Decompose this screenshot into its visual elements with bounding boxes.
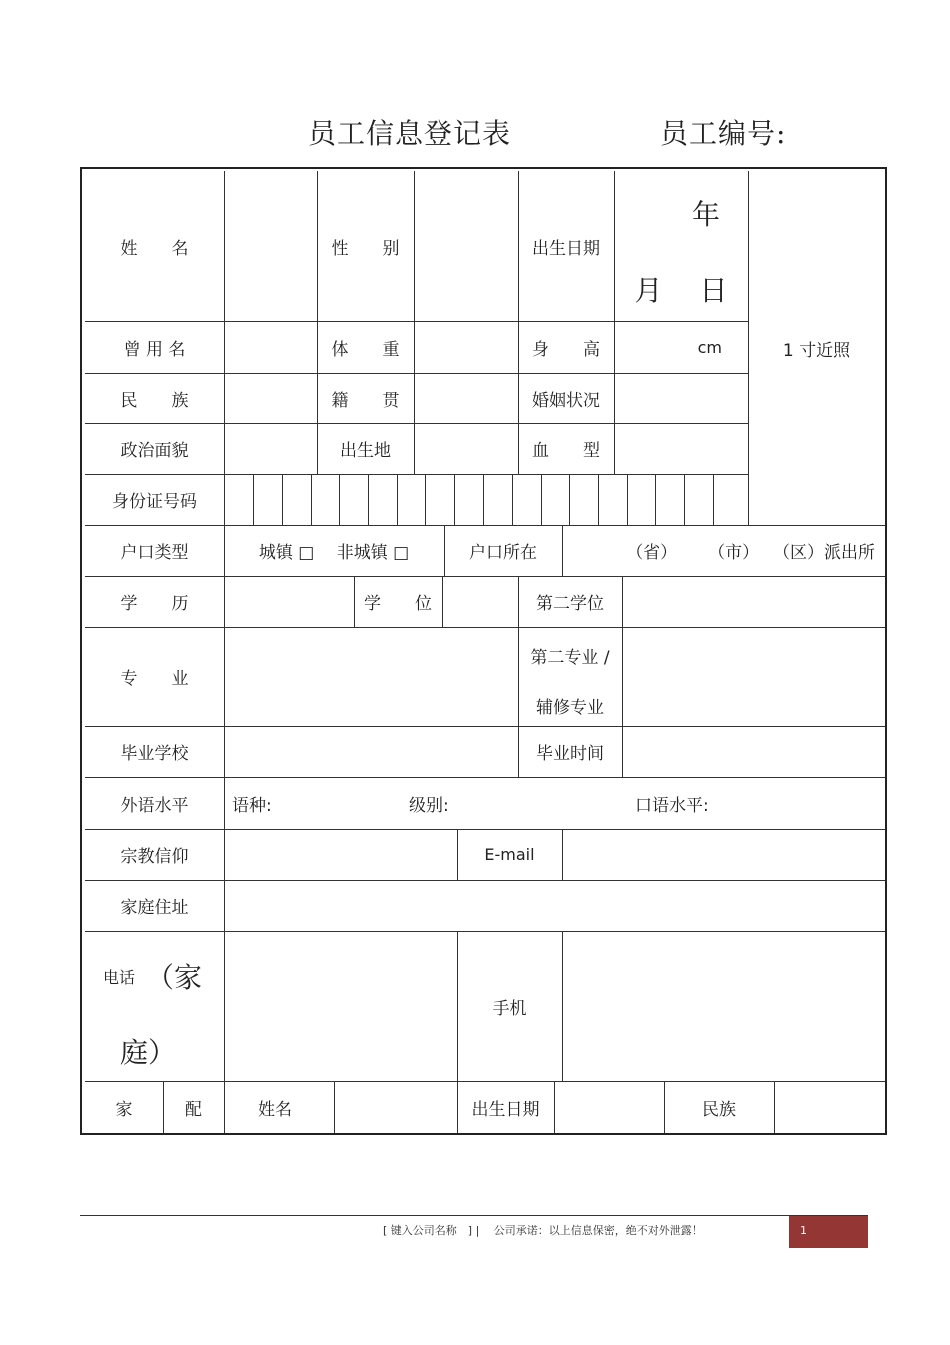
hukou-location-label: 户口所在 <box>469 543 537 563</box>
marital-status-label: 婚姻状况 <box>532 390 600 411</box>
education-label: 学 历 <box>120 594 189 614</box>
birth-date-label: 出生日期 <box>532 238 600 259</box>
degree-label: 学 位 <box>364 594 432 614</box>
language-level-label: 级别: <box>409 795 449 816</box>
second-degree-label: 第二学位 <box>536 594 604 614</box>
height-label: 身 高 <box>532 339 600 360</box>
native-place-label: 籍 贯 <box>331 390 400 411</box>
spouse-ethnicity-label: 民族 <box>702 1099 736 1120</box>
height-unit: cm <box>697 337 722 357</box>
id-number-label: 身份证号码 <box>112 492 197 512</box>
name-label: 姓 名 <box>120 238 189 259</box>
gender-label: 性 别 <box>331 238 400 259</box>
major-label: 专 业 <box>120 669 189 689</box>
photo-placeholder: 1 寸近照 <box>782 340 851 361</box>
page-title: 员工信息登记表 <box>308 117 512 150</box>
political-status-label: 政治面貌 <box>120 441 189 461</box>
hukou-type-label: 户口类型 <box>120 543 189 563</box>
phone-home-line2: （家 <box>145 961 202 994</box>
spoken-level-label: 口语水平: <box>635 795 709 816</box>
language-type-label: 语种: <box>232 795 272 816</box>
month-day-label[interactable]: 月 日 <box>634 274 728 307</box>
phone-home-line1: 电话 <box>102 967 135 987</box>
spouse-birth-label: 出生日期 <box>471 1099 540 1120</box>
hukou-options[interactable]: 城镇 □ 非城镇 □ <box>258 543 410 563</box>
home-address-label: 家庭住址 <box>120 898 189 918</box>
ethnicity-label: 民 族 <box>120 390 189 411</box>
gender-field[interactable] <box>414 171 518 321</box>
graduation-time-label: 毕业时间 <box>536 744 604 764</box>
graduate-school-label: 毕业学校 <box>120 744 189 764</box>
name-field[interactable] <box>224 171 317 321</box>
second-major-line1: 第二专业 / <box>530 647 610 668</box>
mobile-label: 手机 <box>492 998 527 1019</box>
former-name-label: 曾 用 名 <box>123 339 186 360</box>
email-label: E-mail <box>484 845 535 864</box>
religion-label: 宗教信仰 <box>120 847 189 867</box>
weight-label: 体 重 <box>331 339 400 360</box>
footer-divider <box>80 1215 868 1216</box>
family-label: 家 <box>115 1099 133 1120</box>
employee-form <box>85 171 885 1133</box>
year-label[interactable]: 年 <box>691 198 720 231</box>
spouse-name-label: 姓名 <box>258 1099 292 1120</box>
blood-type-label: 血 型 <box>532 441 600 461</box>
page-number: 1 <box>800 1224 807 1237</box>
birthplace-label: 出生地 <box>340 441 391 461</box>
spouse-label: 配 <box>185 1099 202 1120</box>
phone-home-line3: 庭） <box>119 1036 176 1069</box>
foreign-language-label: 外语水平 <box>120 795 189 816</box>
hukou-address: （省） （市） （区）派出所 <box>626 543 875 563</box>
second-major-line2: 辅修专业 <box>536 697 604 718</box>
employee-id-label: 员工编号: <box>660 117 787 150</box>
footer-company: [ 键入公司名称 ] | 公司承诺：以上信息保密，绝不对外泄露！ <box>383 1224 703 1237</box>
